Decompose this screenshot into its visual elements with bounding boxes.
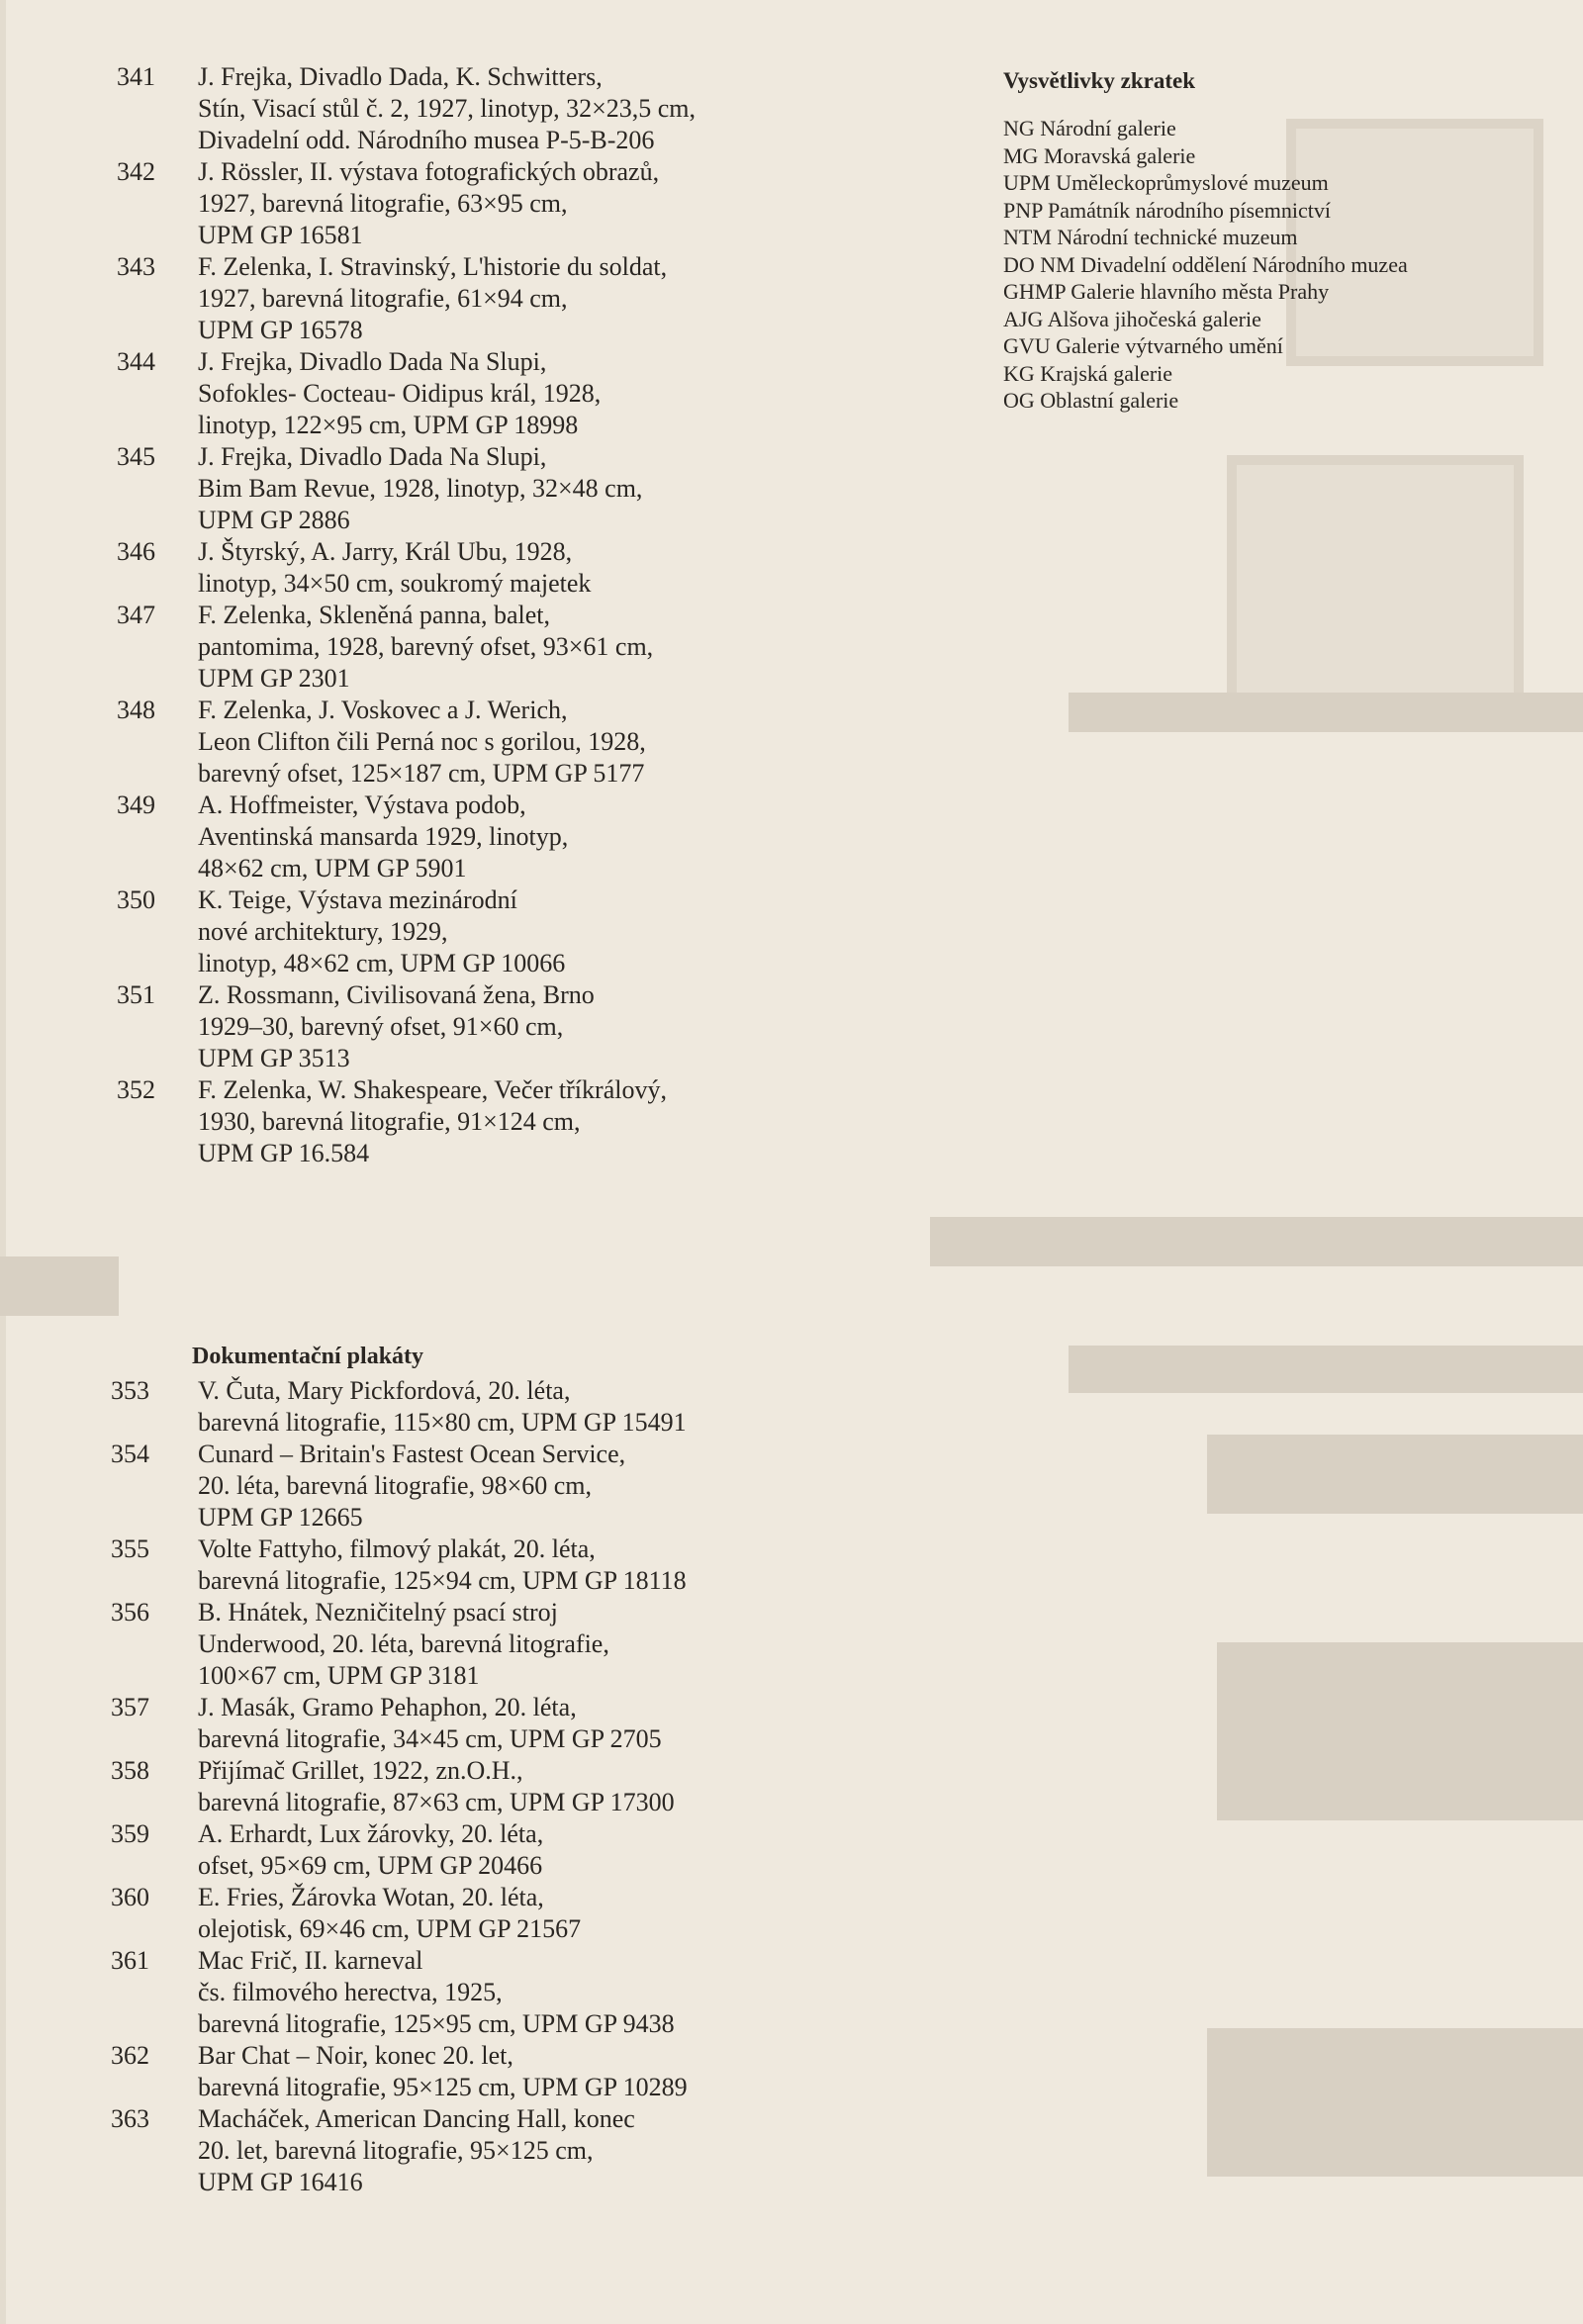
catalogue-list (111, 61, 823, 1169)
entry-number: 352 (117, 1075, 155, 1104)
catalogue-entry (111, 1597, 823, 1692)
entry-line: Volte Fattyho, filmový plakát, 20. léta, (198, 1534, 596, 1563)
entry-line: barevná litografie, 115×80 cm, UPM GP 15491 (198, 1408, 687, 1437)
legend-item: GVU Galerie výtvarného umění (1003, 333, 1283, 358)
catalogue-entry (111, 884, 823, 979)
page-edge (0, 0, 6, 2324)
entry-line: 20. léta, barevná litografie, 98×60 cm, (198, 1471, 593, 1500)
legend-item: PNP Památník národního písemnictví (1003, 197, 1331, 223)
entry-number: 359 (111, 1819, 149, 1848)
entry-text (198, 346, 823, 441)
entry-line: Mac Frič, II. karneval (198, 1946, 423, 1975)
catalogue-entry (111, 600, 823, 695)
entry-line: 48×62 cm, UPM GP 5901 (198, 854, 467, 883)
entry-text (198, 1074, 823, 1169)
entry-number: 354 (111, 1440, 149, 1468)
ghost-bar-6 (1207, 2028, 1583, 2177)
legend-item: NTM Národní technické muzeum (1003, 225, 1298, 249)
entry-line: Z. Rossmann, Civilisovaná žena, Brno (198, 980, 595, 1009)
ghost-bar-4 (1207, 1435, 1583, 1514)
catalogue-entry (111, 2103, 823, 2198)
catalogue-entry (111, 1534, 823, 1597)
ghost-bar-7 (0, 1256, 119, 1316)
section-title: Dokumentační plakáty (192, 1344, 424, 1369)
entry-number: 345 (117, 442, 155, 471)
entry-line: 1927, barevná litografie, 63×95 cm, (198, 189, 568, 218)
entry-line: K. Teige, Výstava mezinárodní (198, 885, 517, 914)
entry-number: 356 (111, 1598, 149, 1627)
entry-line: barevná litografie, 95×125 cm, UPM GP 10289 (198, 2073, 688, 2101)
entry-line: A. Erhardt, Lux žárovky, 20. léta, (198, 1819, 544, 1848)
entry-text (198, 695, 823, 790)
entry-number: 348 (117, 696, 155, 724)
entry-line: J. Frejka, Divadlo Dada Na Slupi, (198, 442, 547, 471)
legend-list (1003, 115, 1577, 415)
ghost-bar-5 (1217, 1642, 1583, 1820)
catalogue-entry (111, 441, 823, 536)
entry-line: čs. filmového herectva, 1925, (198, 1978, 503, 2006)
legend-item: KG Krajská galerie (1003, 360, 1173, 386)
entry-line: Aventinská mansarda 1929, linotyp, (198, 822, 569, 851)
entry-text (198, 536, 823, 600)
entry-text (198, 1882, 823, 1945)
catalogue-entry (111, 346, 823, 441)
catalogue-entry (111, 251, 823, 346)
entry-line: J. Frejka, Divadlo Dada Na Slupi, (198, 347, 547, 376)
entry-line: Cunard – Britain's Fastest Ocean Service, (198, 1440, 626, 1468)
entry-text (198, 1945, 823, 2040)
catalogue-entry (111, 1882, 823, 1945)
entry-line: Underwood, 20. léta, barevná litografie, (198, 1629, 609, 1658)
entry-line: UPM GP 16416 (198, 2168, 363, 2196)
entry-line: linotyp, 34×50 cm, soukromý majetek (198, 569, 592, 598)
entry-text (198, 600, 823, 695)
entry-line: E. Fries, Žárovka Wotan, 20. léta, (198, 1883, 544, 1911)
entry-line: barevná litografie, 87×63 cm, UPM GP 17300 (198, 1788, 675, 1816)
entry-line: J. Masák, Gramo Pehaphon, 20. léta, (198, 1693, 577, 1721)
catalogue-entry (111, 1375, 823, 1439)
entry-line: A. Hoffmeister, Výstava podob, (198, 790, 526, 819)
entry-line: F. Zelenka, W. Shakespeare, Večer tříkrálový, (198, 1075, 667, 1104)
entry-text (198, 441, 823, 536)
entry-line: Leon Clifton čili Perná noc s gorilou, 1928, (198, 727, 646, 756)
entry-text (198, 1692, 823, 1755)
legend-item: GHMP Galerie hlavního města Prahy (1003, 279, 1330, 304)
entry-number: 343 (117, 252, 155, 281)
entry-line: Bim Bam Revue, 1928, linotyp, 32×48 cm, (198, 474, 643, 503)
entry-line: 1929–30, barevný ofset, 91×60 cm, (198, 1012, 564, 1041)
entry-line: 100×67 cm, UPM GP 3181 (198, 1661, 480, 1690)
catalogue-entry (111, 1074, 823, 1169)
entry-number: 360 (111, 1883, 149, 1911)
entry-number: 358 (111, 1756, 149, 1785)
legend-item: NG Národní galerie (1003, 116, 1176, 140)
legend-item: AJG Alšova jihočeská galerie (1003, 306, 1261, 331)
catalogue-entry (111, 1692, 823, 1755)
entry-number: 350 (117, 885, 155, 914)
catalogue-entry (111, 979, 823, 1074)
entry-line: 1927, barevná litografie, 61×94 cm, (198, 284, 568, 313)
entry-line: V. Čuta, Mary Pickfordová, 20. léta, (198, 1376, 571, 1405)
entry-number: 362 (111, 2041, 149, 2070)
entry-line: UPM GP 3513 (198, 1044, 350, 1072)
entry-line: B. Hnátek, Nezničitelný psací stroj (198, 1598, 558, 1627)
entry-line: Stín, Visací stůl č. 2, 1927, linotyp, 32×23,5 cm, (198, 94, 697, 123)
legend-item: UPM Uměleckoprůmyslové muzeum (1003, 170, 1329, 195)
entry-line: ofset, 95×69 cm, UPM GP 20466 (198, 1851, 543, 1880)
catalogue-entry (111, 61, 823, 156)
entry-line: Bar Chat – Noir, konec 20. let, (198, 2041, 513, 2070)
catalogue-entry (111, 156, 823, 251)
abbreviations-legend (1003, 67, 1577, 415)
entry-text (198, 1375, 823, 1439)
entry-text (198, 1755, 823, 1818)
entry-number: 349 (117, 790, 155, 819)
entry-text (198, 1818, 823, 1882)
entry-line: olejotisk, 69×46 cm, UPM GP 21567 (198, 1914, 582, 1943)
entry-text (198, 1439, 823, 1534)
entry-number: 353 (111, 1376, 149, 1405)
entry-number: 344 (117, 347, 155, 376)
entry-line: UPM GP 16.584 (198, 1139, 370, 1167)
legend-item: OG Oblastní galerie (1003, 388, 1179, 413)
entry-line: linotyp, 122×95 cm, UPM GP 18998 (198, 411, 579, 439)
entry-line: nové architektury, 1929, (198, 917, 448, 946)
entry-number: 357 (111, 1693, 149, 1721)
entry-text (198, 1597, 823, 1692)
entry-line: Macháček, American Dancing Hall, konec (198, 2104, 635, 2133)
catalogue-entry (111, 2040, 823, 2103)
entry-text (198, 156, 823, 251)
entry-number: 355 (111, 1534, 149, 1563)
entry-text (198, 2040, 823, 2103)
catalogue-entry (111, 790, 823, 884)
documentation-section (111, 1342, 823, 2198)
entry-text (198, 2103, 823, 2198)
entry-line: barevná litografie, 125×95 cm, UPM GP 9438 (198, 2009, 675, 2038)
entry-line: 1930, barevná litografie, 91×124 cm, (198, 1107, 581, 1136)
ghost-bar-3 (1069, 1346, 1583, 1393)
catalogue-entry (111, 1755, 823, 1818)
entry-line: UPM GP 16578 (198, 316, 363, 344)
catalogue-entry (111, 1818, 823, 1882)
legend-item: DO NM Divadelní oddělení Národního muzea (1003, 251, 1408, 277)
entry-line: UPM GP 12665 (198, 1503, 363, 1532)
entry-number: 342 (117, 157, 155, 186)
ghost-bar-2 (930, 1217, 1583, 1266)
entry-number: 361 (111, 1946, 149, 1975)
entry-line: 20. let, barevná litografie, 95×125 cm, (198, 2136, 594, 2165)
catalogue-entry (111, 536, 823, 600)
entry-text (198, 884, 823, 979)
ghost-bar-1 (1069, 693, 1583, 732)
entry-number: 341 (117, 62, 155, 91)
entry-line: F. Zelenka, J. Voskovec a J. Werich, (198, 696, 568, 724)
catalogue-entry (111, 695, 823, 790)
entry-text (198, 1534, 823, 1597)
entry-line: pantomima, 1928, barevný ofset, 93×61 cm, (198, 632, 654, 661)
entry-line: J. Rössler, II. výstava fotografických obrazů, (198, 157, 660, 186)
legend-title: Vysvětlivky zkratek (1003, 68, 1196, 93)
entry-line: J. Frejka, Divadlo Dada, K. Schwitters, (198, 62, 603, 91)
entry-number: 363 (111, 2104, 149, 2133)
entry-line: Přijímač Grillet, 1922, zn.O.H., (198, 1756, 523, 1785)
entry-line: UPM GP 16581 (198, 221, 363, 249)
entry-line: J. Štyrský, A. Jarry, Král Ubu, 1928, (198, 537, 573, 566)
documentation-list (111, 1375, 823, 2198)
entry-number: 346 (117, 537, 155, 566)
catalogue-entry (111, 1439, 823, 1534)
entry-line: UPM GP 2301 (198, 664, 350, 693)
entry-line: Divadelní odd. Národního musea P-5-B-206 (198, 126, 655, 154)
entry-line: F. Zelenka, Skleněná panna, balet, (198, 601, 551, 629)
entry-text (198, 61, 823, 156)
entry-line: barevná litografie, 125×94 cm, UPM GP 18118 (198, 1566, 687, 1595)
entry-line: linotyp, 48×62 cm, UPM GP 10066 (198, 949, 566, 977)
entry-number: 351 (117, 980, 155, 1009)
entry-text (198, 979, 823, 1074)
entry-number: 347 (117, 601, 155, 629)
entry-line: barevný ofset, 125×187 cm, UPM GP 5177 (198, 759, 645, 788)
entry-line: barevná litografie, 34×45 cm, UPM GP 2705 (198, 1724, 662, 1753)
legend-item: MG Moravská galerie (1003, 142, 1196, 168)
entry-line: UPM GP 2886 (198, 506, 350, 534)
entry-text (198, 790, 823, 884)
entry-line: F. Zelenka, I. Stravinský, L'historie du soldat, (198, 252, 668, 281)
catalogue-entry (111, 1945, 823, 2040)
entry-line: Sofokles- Cocteau- Oidipus král, 1928, (198, 379, 602, 408)
ghost-frame-mid (1227, 455, 1524, 722)
entry-text (198, 251, 823, 346)
